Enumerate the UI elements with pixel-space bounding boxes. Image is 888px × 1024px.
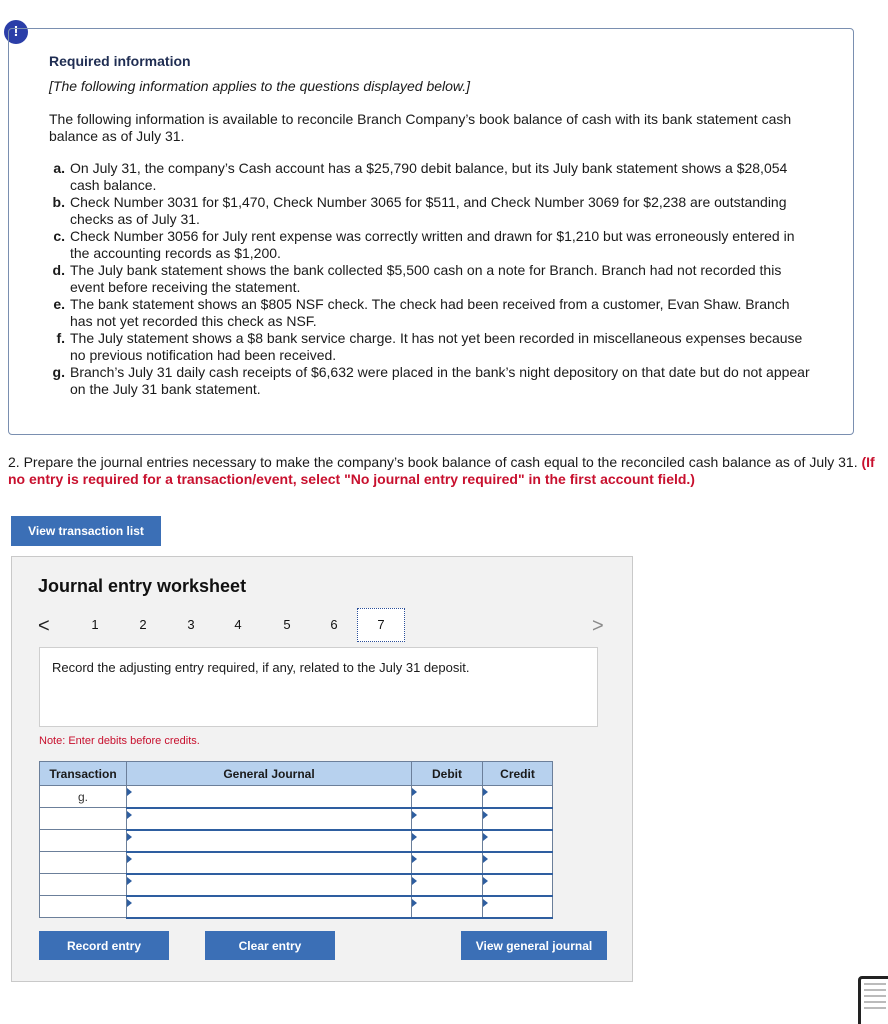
- thumbnail-line: [864, 1001, 886, 1003]
- question-text: [8, 454, 886, 488]
- info-title: Required information: [49, 53, 191, 69]
- debit-input[interactable]: [412, 830, 483, 852]
- column-header-transaction: Transaction: [40, 762, 127, 786]
- table-row: [40, 786, 553, 808]
- worksheet-pager: [12, 613, 632, 643]
- clear-entry-button[interactable]: Clear entry: [205, 931, 335, 960]
- item-letter: f.: [56, 330, 65, 346]
- item-letter: d.: [52, 262, 65, 278]
- page-7[interactable]: 7: [357, 608, 405, 642]
- page-4[interactable]: 4: [234, 617, 242, 632]
- entry-note: Note: Enter debits before credits.: [39, 735, 200, 747]
- debit-input[interactable]: [412, 896, 483, 918]
- transaction-cell: [40, 896, 127, 918]
- column-header-credit: Credit: [483, 762, 553, 786]
- transaction-cell: [40, 830, 127, 852]
- page-thumbnail[interactable]: [858, 976, 888, 1024]
- credit-input[interactable]: [483, 830, 553, 852]
- entry-prompt: Record the adjusting entry required, if any, related to the July 31 deposit.: [39, 647, 598, 727]
- journal-table: [39, 761, 553, 919]
- list-item: [51, 296, 813, 330]
- required-information-panel: [8, 28, 854, 435]
- table-row: [40, 830, 553, 852]
- list-item: [51, 194, 813, 228]
- table-row: [40, 808, 553, 830]
- item-text: The July bank statement shows the bank collected $5,500 cash on a note for Branch. Branch had not recorded this event before receiving the statement.: [70, 262, 782, 295]
- info-list: [49, 160, 813, 398]
- table-row: [40, 874, 553, 896]
- transaction-cell: [40, 852, 127, 874]
- page-6[interactable]: 6: [330, 617, 338, 632]
- item-text: The July statement shows a $8 bank service charge. It has not yet been recorded in miscellaneous expenses because no previous notification had been received.: [70, 330, 803, 363]
- list-item: [51, 330, 813, 364]
- item-text: Check Number 3056 for July rent expense was correctly written and drawn for $1,210 but was erroneously entered in the accounting records as $1,200.: [70, 228, 795, 261]
- account-input[interactable]: [127, 852, 412, 874]
- page-2[interactable]: 2: [139, 617, 147, 632]
- list-item: [51, 364, 813, 398]
- chevron-right-icon[interactable]: >: [592, 615, 604, 637]
- debit-input[interactable]: [412, 808, 483, 830]
- credit-input[interactable]: [483, 874, 553, 896]
- item-letter: b.: [52, 194, 65, 210]
- view-general-journal-button[interactable]: View general journal: [461, 931, 607, 960]
- question-body: 2. Prepare the journal entries necessary to make the company’s book balance of cash equal to the reconciled cash balance as of July 31.: [8, 454, 858, 470]
- worksheet-title: Journal entry worksheet: [38, 576, 247, 596]
- journal-entry-worksheet: [11, 556, 633, 982]
- credit-input[interactable]: [483, 808, 553, 830]
- list-item: [51, 160, 813, 194]
- question-instruction: (If no entry is required for a transaction/event, select "No journal entry required" in the first account field.): [8, 454, 875, 487]
- record-entry-button[interactable]: Record entry: [39, 931, 169, 960]
- account-input[interactable]: [127, 808, 412, 830]
- table-row: [40, 896, 553, 918]
- thumbnail-line: [864, 989, 886, 991]
- page-5[interactable]: 5: [283, 617, 291, 632]
- item-text: On July 31, the company’s Cash account has a $25,790 debit balance, but its July bank statement shows a $28,054 cash balance.: [70, 160, 788, 193]
- transaction-cell: [40, 808, 127, 830]
- thumbnail-line: [864, 983, 886, 985]
- item-letter: g.: [52, 364, 65, 380]
- page-3[interactable]: 3: [187, 617, 195, 632]
- page-1[interactable]: 1: [91, 617, 99, 632]
- list-item: [51, 228, 813, 262]
- thumbnail-line: [864, 995, 886, 997]
- credit-input[interactable]: [483, 786, 553, 808]
- column-header-debit: Debit: [412, 762, 483, 786]
- transaction-cell: g.: [40, 786, 127, 808]
- thumbnail-line: [864, 1007, 886, 1009]
- account-input[interactable]: [127, 874, 412, 896]
- item-text: The bank statement shows an $805 NSF check. The check had been received from a customer, Evan Shaw. Branch has not yet recorded this check as NSF.: [70, 296, 790, 329]
- table-row: [40, 852, 553, 874]
- transaction-cell: [40, 874, 127, 896]
- account-input[interactable]: [127, 896, 412, 918]
- account-input[interactable]: [127, 830, 412, 852]
- debit-input[interactable]: [412, 852, 483, 874]
- chevron-left-icon[interactable]: <: [38, 615, 50, 637]
- item-text: Check Number 3031 for $1,470, Check Number 3065 for $511, and Check Number 3069 for $2,238 are outstanding checks as of July 31.: [70, 194, 787, 227]
- info-subtitle: [The following information applies to the questions displayed below.]: [49, 78, 471, 94]
- debit-input[interactable]: [412, 874, 483, 896]
- item-letter: e.: [53, 296, 65, 312]
- column-header-general-journal: General Journal: [127, 762, 412, 786]
- account-input[interactable]: [127, 786, 412, 808]
- info-intro: The following information is available to reconcile Branch Company’s book balance of cash with its bank statement cash balance as of July 31.: [49, 111, 792, 144]
- item-letter: c.: [53, 228, 65, 244]
- view-transaction-list-button[interactable]: View transaction list: [11, 516, 161, 546]
- item-text: Branch’s July 31 daily cash receipts of $6,632 were placed in the bank’s night depository on that date but do not appear on the July 31 bank statement.: [70, 364, 810, 397]
- credit-input[interactable]: [483, 852, 553, 874]
- list-item: [51, 262, 813, 296]
- debit-input[interactable]: [412, 786, 483, 808]
- credit-input[interactable]: [483, 896, 553, 918]
- alert-icon: !: [4, 20, 28, 44]
- item-letter: a.: [53, 160, 65, 176]
